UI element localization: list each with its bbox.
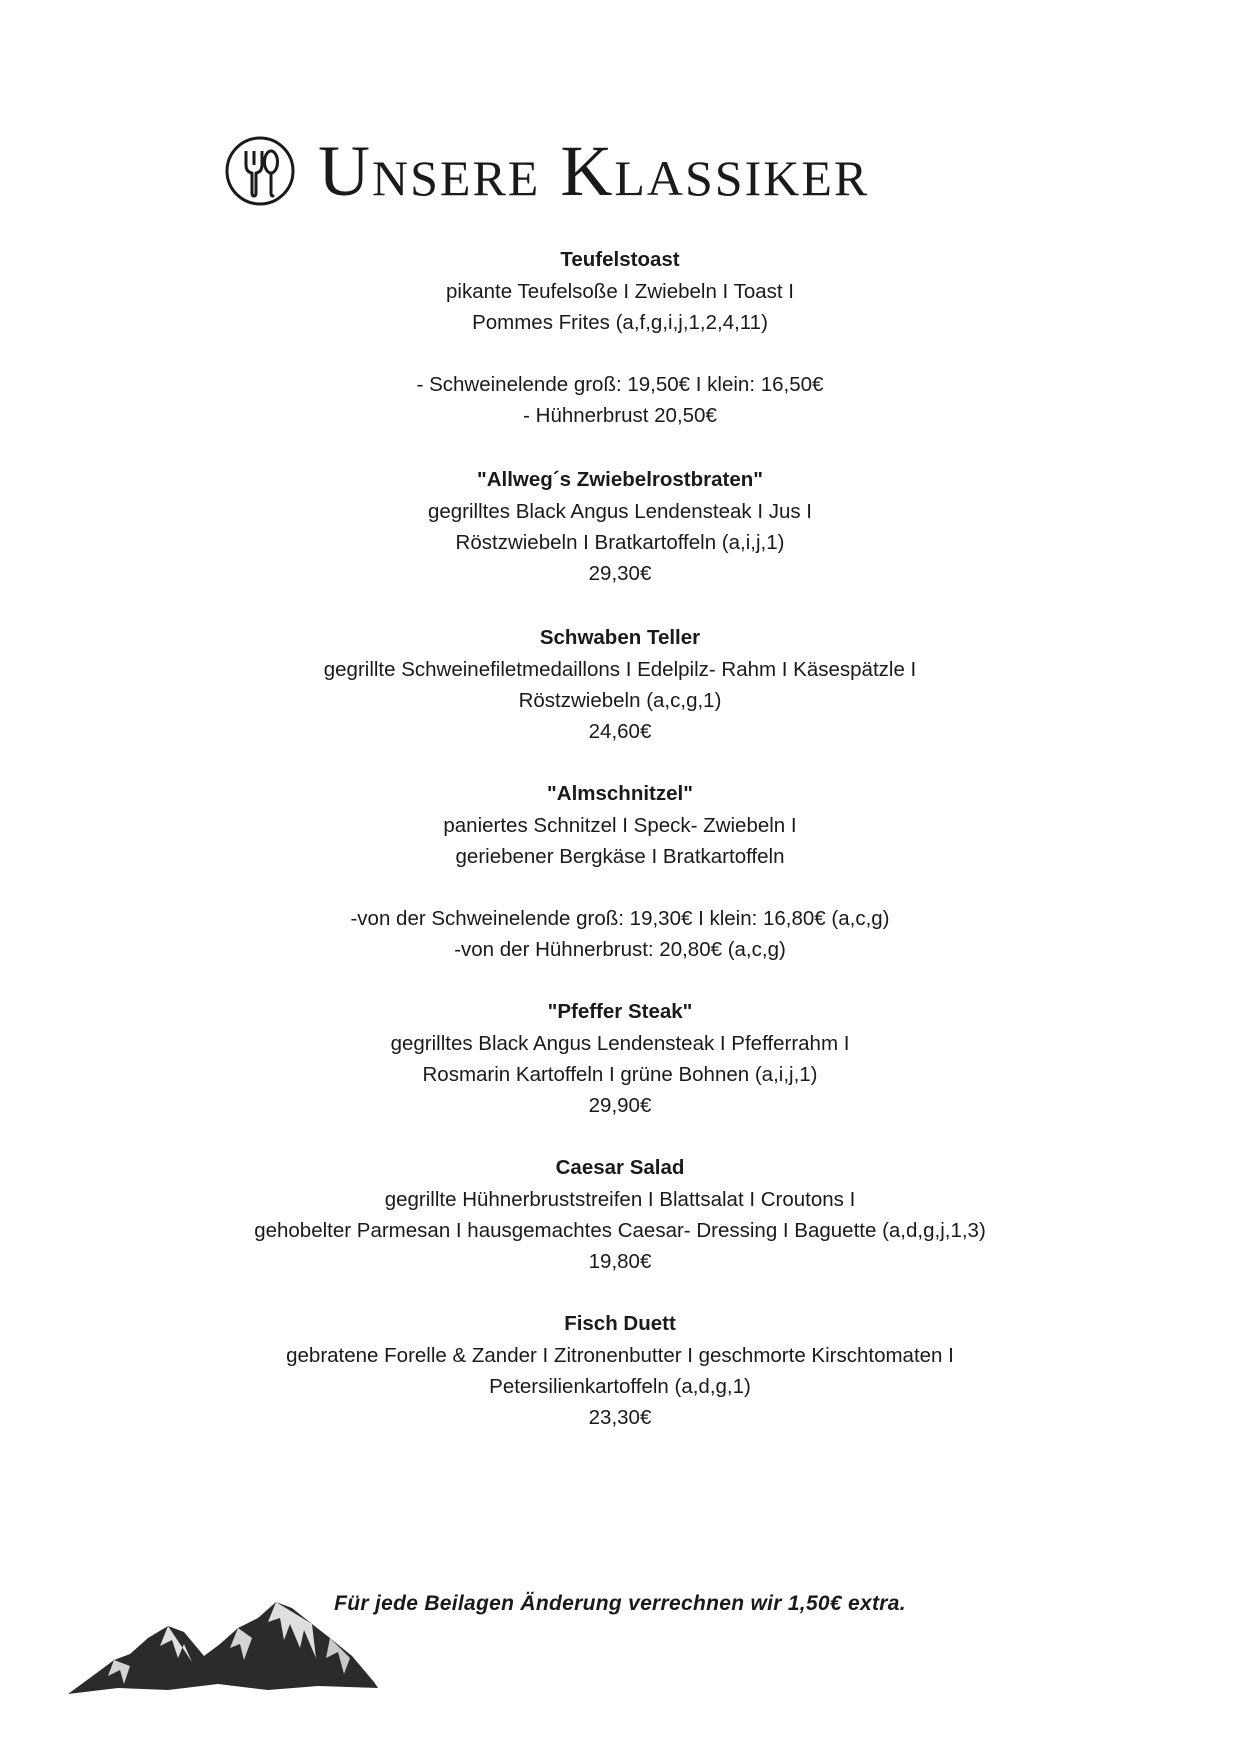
menu-item-description: gehobelter Parmesan I hausgemachtes Caesar- Dressing I Baguette (a,d,g,j,1,3): [254, 1219, 986, 1242]
footer-note: Für jede Beilagen Änderung verrechnen wir 1,50€ extra.: [334, 1592, 906, 1615]
menu-item: [0, 778, 1240, 965]
page-header: [224, 126, 869, 216]
menu-item-name: "Allweg´s Zwiebelrostbraten": [477, 468, 763, 491]
menu-item: [0, 464, 1240, 589]
menu-item-description: Petersilienkartoffeln (a,d,g,1): [489, 1375, 751, 1398]
menu-item-name: "Almschnitzel": [547, 782, 693, 805]
menu-item-description: Röstzwiebeln (a,c,g,1): [518, 689, 722, 712]
menu-item-price: - Schweinelende groß: 19,50€ I klein: 16,50€: [416, 373, 824, 396]
spacer: [0, 338, 1240, 369]
menu-item: [0, 1308, 1240, 1433]
menu-item: [0, 996, 1240, 1121]
cutlery-icon: [224, 135, 296, 207]
spacer: [0, 872, 1240, 903]
menu-item-description: Röstzwiebeln I Bratkartoffeln (a,i,j,1): [455, 531, 785, 554]
menu-item-price: -von der Schweinelende groß: 19,30€ I klein: 16,80€ (a,c,g): [350, 907, 890, 930]
menu-item-price: 24,60€: [588, 720, 652, 743]
menu-list: [0, 244, 1240, 1433]
page-title: Unsere Klassiker: [318, 131, 870, 211]
menu-item-description: gegrillte Hühnerbruststreifen I Blattsalat I Croutons I: [384, 1188, 856, 1211]
menu-item-description: gegrilltes Black Angus Lendensteak I Jus I: [427, 500, 813, 523]
menu-item-price: -von der Hühnerbrust: 20,80€ (a,c,g): [454, 938, 786, 961]
menu-item-description: gegrilltes Black Angus Lendensteak I Pfefferrahm I: [390, 1032, 850, 1055]
menu-item-price: 19,80€: [588, 1250, 652, 1273]
menu-item-description: pikante Teufelsoße I Zwiebeln I Toast I: [446, 280, 794, 303]
menu-item-price: - Hühnerbrust 20,50€: [523, 404, 717, 427]
menu-item-price: 29,30€: [588, 562, 652, 585]
menu-item-description: gebratene Forelle & Zander I Zitronenbutter I geschmorte Kirschtomaten I: [286, 1344, 954, 1367]
mountains-illustration: [68, 1588, 378, 1703]
menu-item: [0, 622, 1240, 747]
menu-item-name: Caesar Salad: [555, 1156, 685, 1179]
menu-item-description: gegrillte Schweinefiletmedaillons I Edelpilz- Rahm I Käsespätzle I: [323, 658, 917, 681]
menu-item-description: paniertes Schnitzel I Speck- Zwiebeln I: [443, 814, 797, 837]
menu-item-description: Pommes Frites (a,f,g,i,j,1,2,4,11): [472, 311, 768, 334]
menu-item-name: Teufelstoast: [560, 248, 680, 271]
menu-item-description: Rosmarin Kartoffeln I grüne Bohnen (a,i,j,1): [422, 1063, 818, 1086]
menu-item-description: geriebener Bergkäse I Bratkartoffeln: [455, 845, 785, 868]
menu-item: [0, 244, 1240, 431]
menu-item: [0, 1152, 1240, 1277]
menu-item-name: "Pfeffer Steak": [547, 1000, 693, 1023]
menu-item-name: Schwaben Teller: [539, 626, 701, 649]
menu-item-name: Fisch Duett: [564, 1312, 676, 1335]
menu-item-price: 29,90€: [588, 1094, 652, 1117]
menu-item-price: 23,30€: [588, 1406, 652, 1429]
